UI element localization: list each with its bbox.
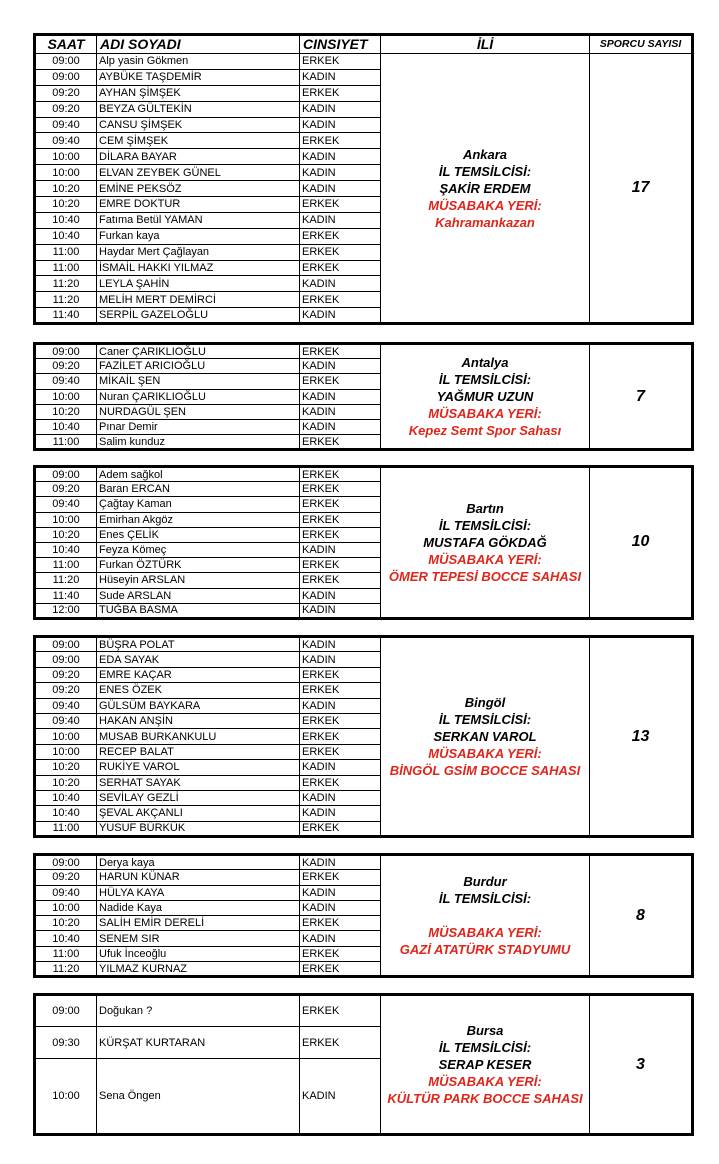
name-cell: FAZİLET ARICIOĞLU [97, 359, 300, 374]
name-cell: EMRE DOKTUR [97, 197, 300, 213]
name-cell: Pınar Demir [97, 419, 300, 434]
athlete-count: 17 [590, 54, 693, 324]
city-name: Antalya [461, 355, 509, 371]
gender-cell: KADIN [300, 855, 381, 870]
name-cell: Derya kaya [97, 855, 300, 870]
time-cell: 10:20 [35, 404, 97, 419]
rep-label: İL TEMSİLCİSİ: [438, 372, 532, 388]
time-cell: 11:20 [35, 276, 97, 292]
time-cell: 10:00 [35, 1059, 97, 1135]
time-cell: 11:40 [35, 588, 97, 603]
header-city: İLİ [381, 35, 590, 54]
gender-cell: ERKEK [300, 54, 381, 70]
time-cell: 09:00 [35, 637, 97, 652]
header-count: SPORCU SAYISI [590, 35, 693, 54]
name-cell: DİLARA BAYAR [97, 149, 300, 165]
name-cell: YILMAZ KURNAZ [97, 962, 300, 977]
name-cell: İSMAİL HAKKI YILMAZ [97, 260, 300, 276]
name-cell: RECEP BALAT [97, 744, 300, 759]
venue-label: MÜSABAKA YERİ: [428, 406, 542, 422]
gender-cell: ERKEK [300, 512, 381, 527]
name-cell: Salim kunduz [97, 435, 300, 450]
time-cell: 09:00 [35, 467, 97, 482]
header-time: SAAT [35, 35, 97, 54]
name-cell: AYHAN ŞİMŞEK [97, 85, 300, 101]
gender-cell: ERKEK [300, 197, 381, 213]
name-cell: GÜLSÜM BAYKARA [97, 698, 300, 713]
gender-cell: ERKEK [300, 744, 381, 759]
time-cell: 11:40 [35, 308, 97, 324]
venue-name: Kahramankazan [435, 214, 535, 230]
city-name: Burdur [463, 874, 507, 890]
name-cell: HAKAN ANŞİN [97, 713, 300, 728]
name-cell: EMİNE PEKSÖZ [97, 181, 300, 197]
time-cell: 09:00 [35, 69, 97, 85]
gender-cell: KADIN [300, 698, 381, 713]
name-cell: Feyza Kömeç [97, 542, 300, 557]
venue-label: MÜSABAKA YERİ: [428, 197, 542, 213]
rep-name: ŞAKİR ERDEM [439, 180, 531, 196]
time-cell: 09:40 [35, 885, 97, 900]
name-cell: Emirhan Akgöz [97, 512, 300, 527]
name-cell: Nuran ÇARIKLIOĞLU [97, 389, 300, 404]
table-row [35, 995, 693, 1027]
group-table-bingl [33, 635, 694, 838]
gender-cell: KADIN [300, 404, 381, 419]
time-cell: 12:00 [35, 603, 97, 618]
gender-cell: ERKEK [300, 85, 381, 101]
name-cell: SALİH EMİR DERELİ [97, 916, 300, 931]
gender-cell: KADIN [300, 885, 381, 900]
time-cell: 09:20 [35, 85, 97, 101]
gender-cell: KADIN [300, 212, 381, 228]
name-cell: EDA SAYAK [97, 652, 300, 667]
name-cell: ŞEVAL AKÇANLI [97, 806, 300, 821]
gender-cell: ERKEK [300, 558, 381, 573]
city-name: Bartın [466, 500, 504, 516]
time-cell: 09:00 [35, 344, 97, 359]
time-cell: 10:00 [35, 512, 97, 527]
rep-label: İL TEMSİLCİSİ: [438, 1040, 532, 1055]
time-cell: 11:20 [35, 292, 97, 308]
time-cell: 09:20 [35, 482, 97, 497]
gender-cell: KADIN [300, 165, 381, 181]
time-cell: 10:00 [35, 744, 97, 759]
name-cell: MELİH MERT DEMİRCİ [97, 292, 300, 308]
gender-cell: ERKEK [300, 916, 381, 931]
time-cell: 10:20 [35, 181, 97, 197]
name-cell: LEYLA ŞAHİN [97, 276, 300, 292]
time-cell: 10:40 [35, 931, 97, 946]
group-table-burdur [33, 853, 694, 978]
name-cell: SERHAT SAYAK [97, 775, 300, 790]
time-cell: 10:00 [35, 729, 97, 744]
gender-cell: KADIN [300, 1059, 381, 1135]
city-info-cell [381, 637, 590, 837]
name-cell: ENES ÖZEK [97, 683, 300, 698]
gender-cell: ERKEK [300, 344, 381, 359]
time-cell: 09:40 [35, 133, 97, 149]
venue-label: MÜSABAKA YERİ: [428, 1074, 542, 1089]
time-cell: 11:00 [35, 821, 97, 836]
time-cell: 09:00 [35, 855, 97, 870]
name-cell: BÜŞRA POLAT [97, 637, 300, 652]
time-cell: 10:40 [35, 790, 97, 805]
name-cell: SENEM SIR [97, 931, 300, 946]
time-cell: 09:00 [35, 995, 97, 1027]
table-row [35, 54, 693, 70]
name-cell: MUSAB BURKANKULU [97, 729, 300, 744]
rep-name: SERAP KESER [438, 1057, 532, 1072]
rep-label: İL TEMSİLCİSİ: [438, 517, 532, 533]
group-table-bursa [33, 993, 694, 1136]
gender-cell: KADIN [300, 276, 381, 292]
name-cell: CEM ŞİMŞEK [97, 133, 300, 149]
venue-label: MÜSABAKA YERİ: [428, 551, 542, 567]
athlete-count: 7 [590, 344, 693, 450]
venue-label: MÜSABAKA YERİ: [428, 746, 542, 762]
time-cell: 10:00 [35, 389, 97, 404]
name-cell: HARUN KÜNAR [97, 870, 300, 885]
name-cell: EMRE KAÇAR [97, 667, 300, 682]
name-cell: RUKİYE VAROL [97, 760, 300, 775]
time-cell: 10:20 [35, 197, 97, 213]
city-info-cell [381, 995, 590, 1135]
name-cell: KÜRŞAT KURTARAN [97, 1027, 300, 1059]
table-row [35, 637, 693, 652]
venue-name: ÖMER TEPESİ BOCCE SAHASI [388, 568, 582, 584]
time-cell: 10:00 [35, 149, 97, 165]
time-cell: 09:20 [35, 359, 97, 374]
gender-cell: KADIN [300, 419, 381, 434]
athlete-count: 13 [590, 637, 693, 837]
gender-cell: KADIN [300, 359, 381, 374]
gender-cell: KADIN [300, 542, 381, 557]
gender-cell: KADIN [300, 603, 381, 618]
rep-label: İL TEMSİLCİSİ: [438, 163, 532, 179]
time-cell: 09:20 [35, 870, 97, 885]
gender-cell: KADIN [300, 806, 381, 821]
name-cell: Furkan kaya [97, 228, 300, 244]
gender-cell: ERKEK [300, 870, 381, 885]
time-cell: 10:00 [35, 900, 97, 915]
gender-cell: KADIN [300, 69, 381, 85]
name-cell: Sena Öngen [97, 1059, 300, 1135]
gender-cell: ERKEK [300, 962, 381, 977]
time-cell: 11:00 [35, 946, 97, 961]
gender-cell: ERKEK [300, 527, 381, 542]
gender-cell: ERKEK [300, 573, 381, 588]
gender-cell: ERKEK [300, 374, 381, 389]
time-cell: 10:40 [35, 212, 97, 228]
gender-cell: KADIN [300, 149, 381, 165]
venue-name: GAZİ ATATÜRK STADYUMU [399, 942, 571, 958]
time-cell: 10:40 [35, 228, 97, 244]
time-cell: 10:20 [35, 775, 97, 790]
gender-cell: ERKEK [300, 467, 381, 482]
rep-label: İL TEMSİLCİSİ: [438, 712, 532, 728]
name-cell: Doğukan ? [97, 995, 300, 1027]
group-table-bartn [33, 465, 694, 620]
name-cell: SERPİL GAZELOĞLU [97, 308, 300, 324]
city-info-cell [381, 467, 590, 619]
time-cell: 10:40 [35, 419, 97, 434]
time-cell: 09:00 [35, 54, 97, 70]
time-cell: 10:40 [35, 542, 97, 557]
time-cell: 09:30 [35, 1027, 97, 1059]
gender-cell: KADIN [300, 790, 381, 805]
header-gender: CINSIYET [300, 35, 381, 54]
name-cell: CANSU ŞİMŞEK [97, 117, 300, 133]
city-info-cell [381, 855, 590, 977]
gender-cell: KADIN [300, 181, 381, 197]
venue-name: Kepez Semt Spor Sahası [408, 423, 562, 439]
time-cell: 11:00 [35, 260, 97, 276]
gender-cell: ERKEK [300, 292, 381, 308]
time-cell: 09:20 [35, 667, 97, 682]
time-cell: 10:40 [35, 806, 97, 821]
time-cell: 09:40 [35, 713, 97, 728]
time-cell: 11:00 [35, 558, 97, 573]
time-cell: 10:20 [35, 527, 97, 542]
name-cell: Haydar Mert Çağlayan [97, 244, 300, 260]
time-cell: 10:20 [35, 916, 97, 931]
gender-cell: KADIN [300, 652, 381, 667]
gender-cell: ERKEK [300, 228, 381, 244]
time-cell: 09:20 [35, 101, 97, 117]
name-cell: Adem sağkol [97, 467, 300, 482]
gender-cell: KADIN [300, 637, 381, 652]
name-cell: ELVAN ZEYBEK GÜNEL [97, 165, 300, 181]
city-name: Ankara [462, 146, 508, 162]
gender-cell: KADIN [300, 117, 381, 133]
rep-name: MUSTAFA GÖKDAĞ [423, 534, 547, 550]
header-name: ADI SOYADI [97, 35, 300, 54]
gender-cell: ERKEK [300, 133, 381, 149]
table-row [35, 467, 693, 482]
gender-cell: ERKEK [300, 667, 381, 682]
athlete-count: 8 [590, 855, 693, 977]
name-cell: HÜLYA KAYA [97, 885, 300, 900]
athlete-count: 10 [590, 467, 693, 619]
city-info-cell [381, 344, 590, 450]
gender-cell: ERKEK [300, 435, 381, 450]
gender-cell: KADIN [300, 760, 381, 775]
time-cell: 10:20 [35, 760, 97, 775]
time-cell: 09:20 [35, 683, 97, 698]
name-cell: Ufuk İnceoğlu [97, 946, 300, 961]
table-row [35, 855, 693, 870]
name-cell: Alp yasin Gökmen [97, 54, 300, 70]
name-cell: Baran ERCAN [97, 482, 300, 497]
venue-name: KÜLTÜR PARK BOCCE SAHASI [387, 1091, 583, 1106]
name-cell: NURDAGÜL ŞEN [97, 404, 300, 419]
name-cell: Furkan ÖZTÜRK [97, 558, 300, 573]
rep-name: SERKAN VAROL [433, 729, 537, 745]
time-cell: 09:40 [35, 374, 97, 389]
rep-name: YAĞMUR UZUN [436, 389, 534, 405]
venue-label: MÜSABAKA YERİ: [428, 925, 542, 941]
name-cell: BEYZA GÜLTEKİN [97, 101, 300, 117]
gender-cell: ERKEK [300, 260, 381, 276]
name-cell: YUSUF BÜRKÜK [97, 821, 300, 836]
name-cell: AYBÜKE TAŞDEMİR [97, 69, 300, 85]
name-cell: Sude ARSLAN [97, 588, 300, 603]
athlete-count: 3 [590, 995, 693, 1135]
gender-cell: KADIN [300, 308, 381, 324]
name-cell: Caner ÇARIKLIOĞLU [97, 344, 300, 359]
gender-cell: ERKEK [300, 683, 381, 698]
time-cell: 09:40 [35, 698, 97, 713]
city-name: Bingöl [464, 695, 506, 711]
time-cell: 11:00 [35, 244, 97, 260]
gender-cell: ERKEK [300, 713, 381, 728]
name-cell: Hüseyin ARSLAN [97, 573, 300, 588]
time-cell: 11:00 [35, 435, 97, 450]
gender-cell: ERKEK [300, 821, 381, 836]
group-table-antalya [33, 342, 694, 451]
time-cell: 09:00 [35, 652, 97, 667]
gender-cell: ERKEK [300, 497, 381, 512]
rep-label: İL TEMSİLCİSİ: [438, 891, 532, 907]
gender-cell: KADIN [300, 900, 381, 915]
name-cell: Çağtay Kaman [97, 497, 300, 512]
gender-cell: KADIN [300, 389, 381, 404]
venue-name: BİNGÖL GSİM BOCCE SAHASI [389, 763, 581, 779]
group-table-ankara [33, 33, 694, 325]
name-cell: SEVİLAY GEZLİ [97, 790, 300, 805]
gender-cell: KADIN [300, 931, 381, 946]
gender-cell: ERKEK [300, 995, 381, 1027]
gender-cell: ERKEK [300, 946, 381, 961]
name-cell: MİKAİL ŞEN [97, 374, 300, 389]
gender-cell: KADIN [300, 101, 381, 117]
time-cell: 11:20 [35, 573, 97, 588]
gender-cell: ERKEK [300, 729, 381, 744]
time-cell: 09:40 [35, 117, 97, 133]
time-cell: 09:40 [35, 497, 97, 512]
header-row [35, 35, 693, 54]
gender-cell: ERKEK [300, 244, 381, 260]
city-info-cell [381, 54, 590, 324]
gender-cell: ERKEK [300, 482, 381, 497]
gender-cell: ERKEK [300, 775, 381, 790]
name-cell: TUĞBA BASMA [97, 603, 300, 618]
city-name: Bursa [466, 1023, 504, 1038]
gender-cell: ERKEK [300, 1027, 381, 1059]
time-cell: 10:00 [35, 165, 97, 181]
gender-cell: KADIN [300, 588, 381, 603]
name-cell: Fatıma Betül YAMAN [97, 212, 300, 228]
name-cell: Enes ÇELİK [97, 527, 300, 542]
table-row [35, 344, 693, 359]
rep-name [381, 907, 589, 924]
name-cell: Nadide Kaya [97, 900, 300, 915]
time-cell: 11:20 [35, 962, 97, 977]
